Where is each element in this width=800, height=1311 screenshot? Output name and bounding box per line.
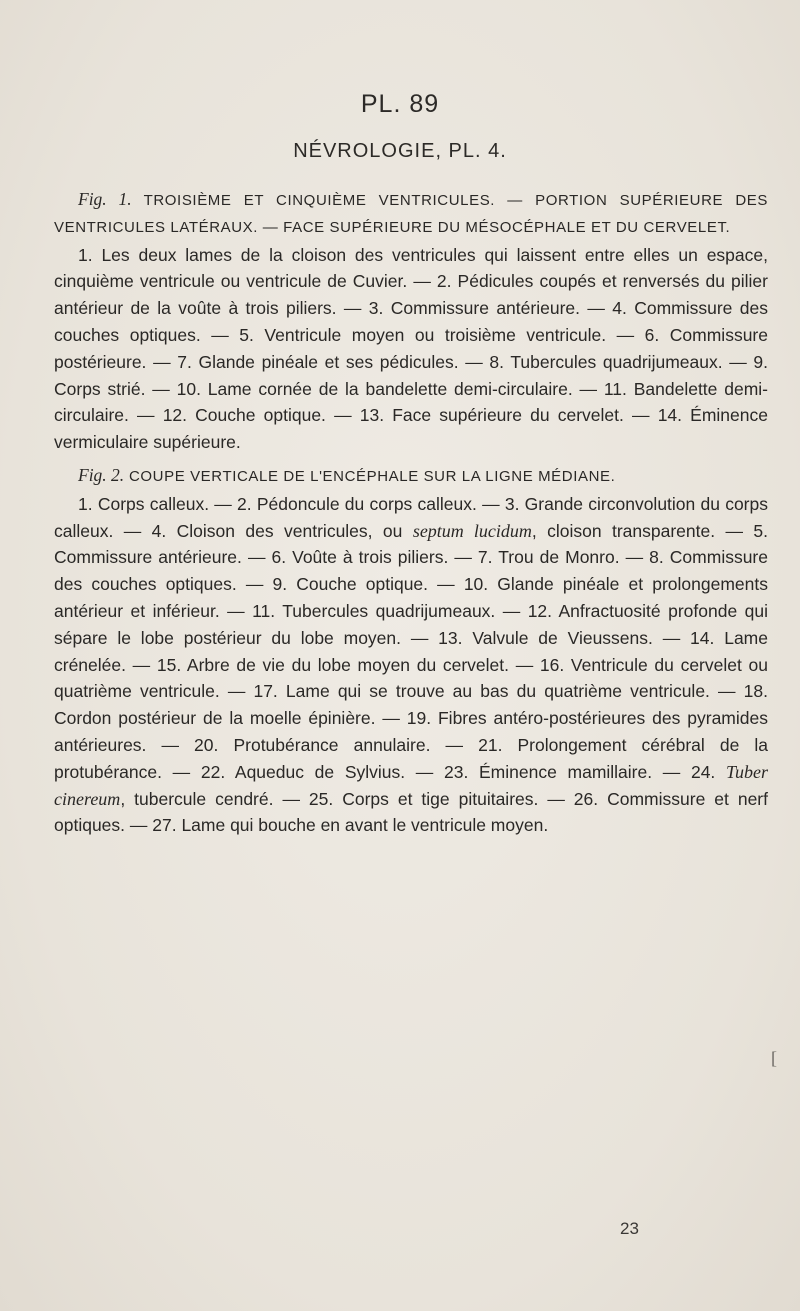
signature-mark: 23	[620, 1219, 639, 1238]
figure-2-legend-italic-septum: septum lucidum	[412, 520, 532, 541]
figure-2-legend	[54, 491, 768, 839]
figure-2-legend-italic-tuber: Tuber cinereum	[54, 761, 768, 809]
figure-1-title	[54, 186, 768, 242]
figure-1-legend: 1. Les deux lames de la cloison des ventricules qui laissent entre elles un espace, cinquième ventricule ou ventricule de Cuvier. — 2. Pédicules coupés et renversés du pilier antérieur de la voûte à trois piliers. — 3. Commissure antérieure. — 4. Commissure des couches optiques. — 5. Ventricule moyen ou troisième ventricule. — 6. Commissure postérieure. — 7. Glande pinéale et ses pédicules. — 8. Tubercules quadrijumeaux. — 9. Corps strié. — 10. Lame cornée de la bandelette demi-circulaire. — 11. Bandelette demi-circulaire. — 12. Couche optique. — 13. Face supérieure du cervelet. — 14. Éminence vermiculaire supérieure.	[54, 244, 768, 453]
figure-1-heading: TROISIÈME ET CINQUIÈME VENTRICULES. — PORTION SUPÉRIEURE DES VENTRICULES LATÉRAUX. — FACE SUPÉRIEURE DU MÉSOCÉPHALE ET DU CERVELET.	[54, 192, 768, 236]
legend-text	[54, 186, 768, 839]
figure-2-heading: COUPE VERTICALE DE L'ENCÉPHALE SUR LA LIGNE MÉDIANE.	[128, 467, 616, 485]
figure-2-legend-part-2: , cloison transparente. — 5. Commissure antérieure. — 6. Voûte à trois piliers. — 7. Trou de Monro. — 8. Commissure des couches optiques. — 9. Couche optique. — 10. Glande pinéale et prolongements antérieur et inférieur. — 11. Tubercules quadrijumeaux. — 12. Anfractuosité profonde qui sépare le lobe postérieur du lobe moyen. — 13. Valvule de Vieussens. — 14. Lame crénelée. — 15. Arbre de vie du lobe moyen du cervelet. — 16. Ventricule du cervelet ou quatrième ventricule. — 17. Lame qui se trouve au bas du quatrième ventricule. — 18. Cordon postérieur de la moelle épinière. — 19. Fibres antéro-postérieures des pyramides antérieures. — 20. Protubérance annulaire. — 21. Prolongement cérébral de la protubérance. — 22. Aqueduc de Sylvius. — 23. Éminence mamillaire. — 24.	[54, 520, 769, 782]
figure-2-title	[54, 462, 768, 491]
figure-2-legend-part-3: , tubercule cendré. — 25. Corps et tige pituitaires. — 26. Commissure et nerf optiques. — 27. Lame qui bouche en avant le ventricule moyen.	[54, 788, 768, 836]
plate-heading: NÉVROLOGIE, PL. 4.	[293, 140, 507, 162]
figure-1-label: Fig. 1.	[78, 189, 132, 209]
margin-bracket-mark: [	[771, 1048, 777, 1068]
figure-2-legend-part-1: 1. Corps calleux. — 2. Pédoncule du corps calleux. — 3. Grande circonvolution du corps calleux. — 4. Cloison des ventricules, ou	[54, 493, 768, 541]
figure-2-label: Fig. 2.	[78, 464, 125, 485]
plate-number: PL. 89	[360, 90, 440, 118]
